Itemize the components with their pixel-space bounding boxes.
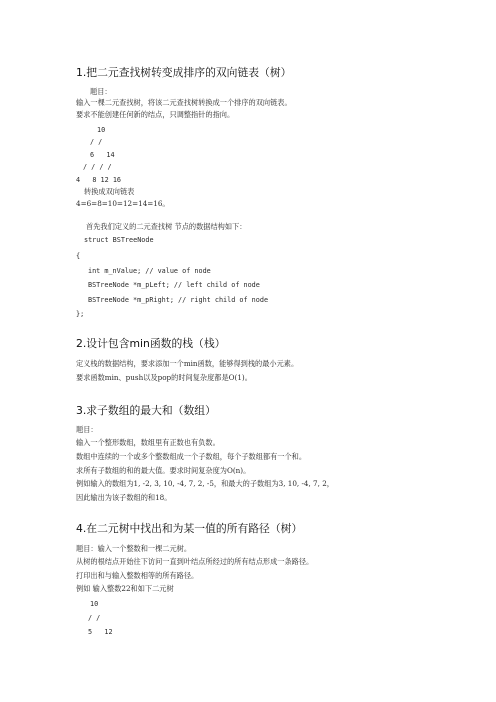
s2-line: 要求函数min、push以及pop的时间复杂度都是O(1)。 xyxy=(76,373,252,382)
s4-tree-line: 5 12 xyxy=(88,628,113,636)
s1-tree-line: / / xyxy=(90,138,103,146)
s1-code-line: int m_nValue; // value of node xyxy=(88,267,211,275)
s1-code-line: BSTreeNode *m_pRight; // right child of node xyxy=(88,296,269,304)
section-1-heading: 1.把二元查找树转变成排序的双向链表（树） xyxy=(76,66,292,79)
s1-tree-line: 10 xyxy=(97,126,106,134)
s3-line: 因此输出为该子数组的和18。 xyxy=(76,493,172,502)
s2-line: 定义栈的数据结构，要求添加一个min函数，能够得到栈的最小元素。 xyxy=(76,359,299,368)
s1-tree-line: / / / / xyxy=(83,163,112,171)
s1-code-line: struct BSTreeNode xyxy=(84,236,154,244)
s1-code-line: { xyxy=(76,252,81,260)
section-2-heading: 2.设计包含min函数的栈（栈） xyxy=(76,337,226,350)
s1-code-line: }; xyxy=(76,310,85,318)
s4-tree-line: 10 xyxy=(90,600,99,608)
s1-line: 转换成双向链表 xyxy=(84,187,135,196)
s4-line: 例如 输入整数22和如下二元树 xyxy=(76,584,174,593)
s1-line: 要求不能创建任何新的结点，只调整指针的指向。 xyxy=(76,110,235,119)
s1-line: 首先我们定义的二元查找树 节点的数据结构如下： xyxy=(86,222,247,231)
section-3-heading: 3.求子数组的最大和（数组） xyxy=(76,404,216,417)
section-4-heading: 4.在二元树中找出和为某一值的所有路径（树） xyxy=(76,522,303,535)
s1-line: 4=6=8=10=12=14=16。 xyxy=(76,199,170,208)
s1-line: 题目： xyxy=(90,87,112,96)
s3-line: 求所有子数组的和的最大值。要求时间复杂度为O(n)。 xyxy=(76,466,251,475)
s1-tree-line: 4 8 12 16 xyxy=(76,176,122,184)
s1-line: 输入一棵二元查找树，将该二元查找树转换成一个排序的双向链表。 xyxy=(76,98,292,107)
s1-tree-line: 6 14 xyxy=(90,151,115,159)
s4-tree-line: / / xyxy=(88,614,101,622)
s3-line: 数组中连续的一个或多个整数组成一个子数组，每个子数组都有一个和。 xyxy=(76,452,307,461)
s3-line: 输入一个整形数组，数组里有正数也有负数。 xyxy=(76,438,220,447)
s4-line: 从树的根结点开始往下访问一直到叶结点所经过的所有结点形成一条路径。 xyxy=(76,557,314,566)
s4-line: 题目：输入一个整数和一棵二元树。 xyxy=(76,544,192,553)
s3-line: 例如输入的数组为1, -2, 3, 10, -4, 7, 2, -5，和最大的子数组为3, 10, -4, 7, 2， xyxy=(76,479,334,488)
s3-line: 题目： xyxy=(76,425,98,434)
s1-code-line: BSTreeNode *m_pLeft; // left child of node xyxy=(88,281,260,289)
s4-line: 打印出和与输入整数相等的所有路径。 xyxy=(76,571,199,580)
